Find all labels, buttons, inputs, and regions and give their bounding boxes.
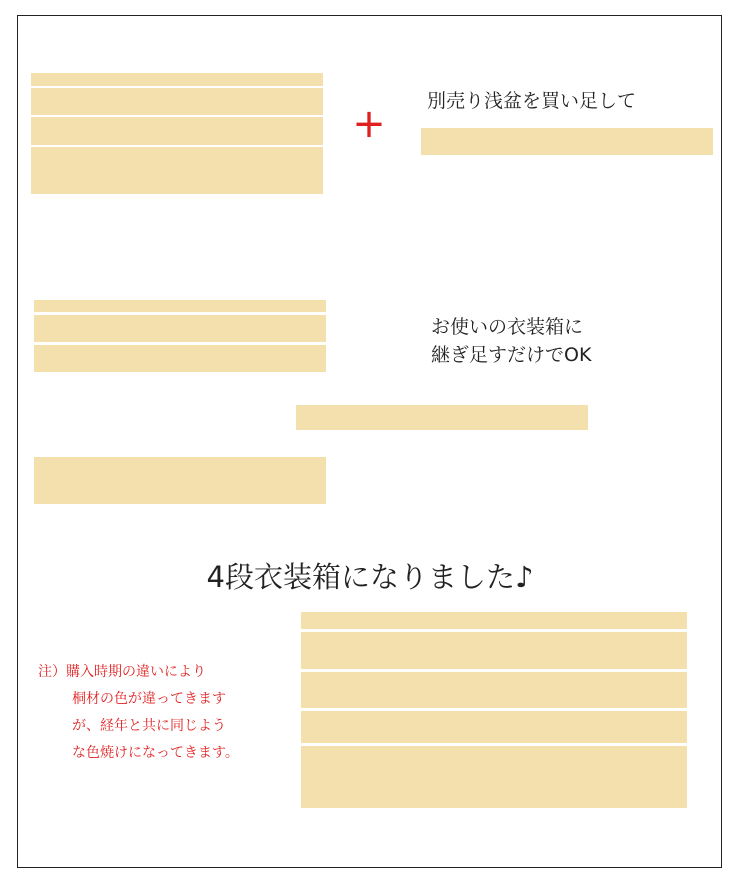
chest-tray	[301, 711, 687, 743]
buy-extra-label: 別売り浅盆を買い足して	[427, 90, 637, 112]
chest-tray	[301, 672, 687, 708]
result-headline: 4段衣装箱になりました♪	[206, 560, 534, 594]
chest-drawer-deep	[34, 457, 326, 504]
plus-icon: +	[352, 101, 386, 147]
shallow-tray-extra	[421, 128, 713, 155]
note-line-3: が、経年と共に同じよう	[72, 718, 226, 734]
chest-drawer-deep	[301, 746, 687, 808]
reuse-line-2: 継ぎ足すだけでOK	[431, 344, 592, 366]
chest-tray	[34, 345, 326, 372]
chest-tray	[301, 632, 687, 669]
chest-drawer-deep	[31, 147, 323, 194]
note-line-1: 注）購入時期の違いにより	[38, 664, 206, 680]
chest-lid	[31, 73, 323, 86]
shallow-tray-inserted	[296, 405, 588, 430]
chest-tray	[31, 88, 323, 115]
chest-lid	[301, 612, 687, 629]
reuse-label	[431, 313, 591, 369]
reuse-line-1: お使いの衣装箱に	[431, 316, 584, 338]
chest-tray	[34, 315, 326, 342]
color-note	[38, 659, 239, 767]
note-line-4: な色焼けになってきます。	[72, 745, 239, 761]
chest-tray	[31, 117, 323, 145]
note-line-2: 桐材の色が違ってきます	[72, 691, 226, 707]
chest-lid	[34, 300, 326, 312]
